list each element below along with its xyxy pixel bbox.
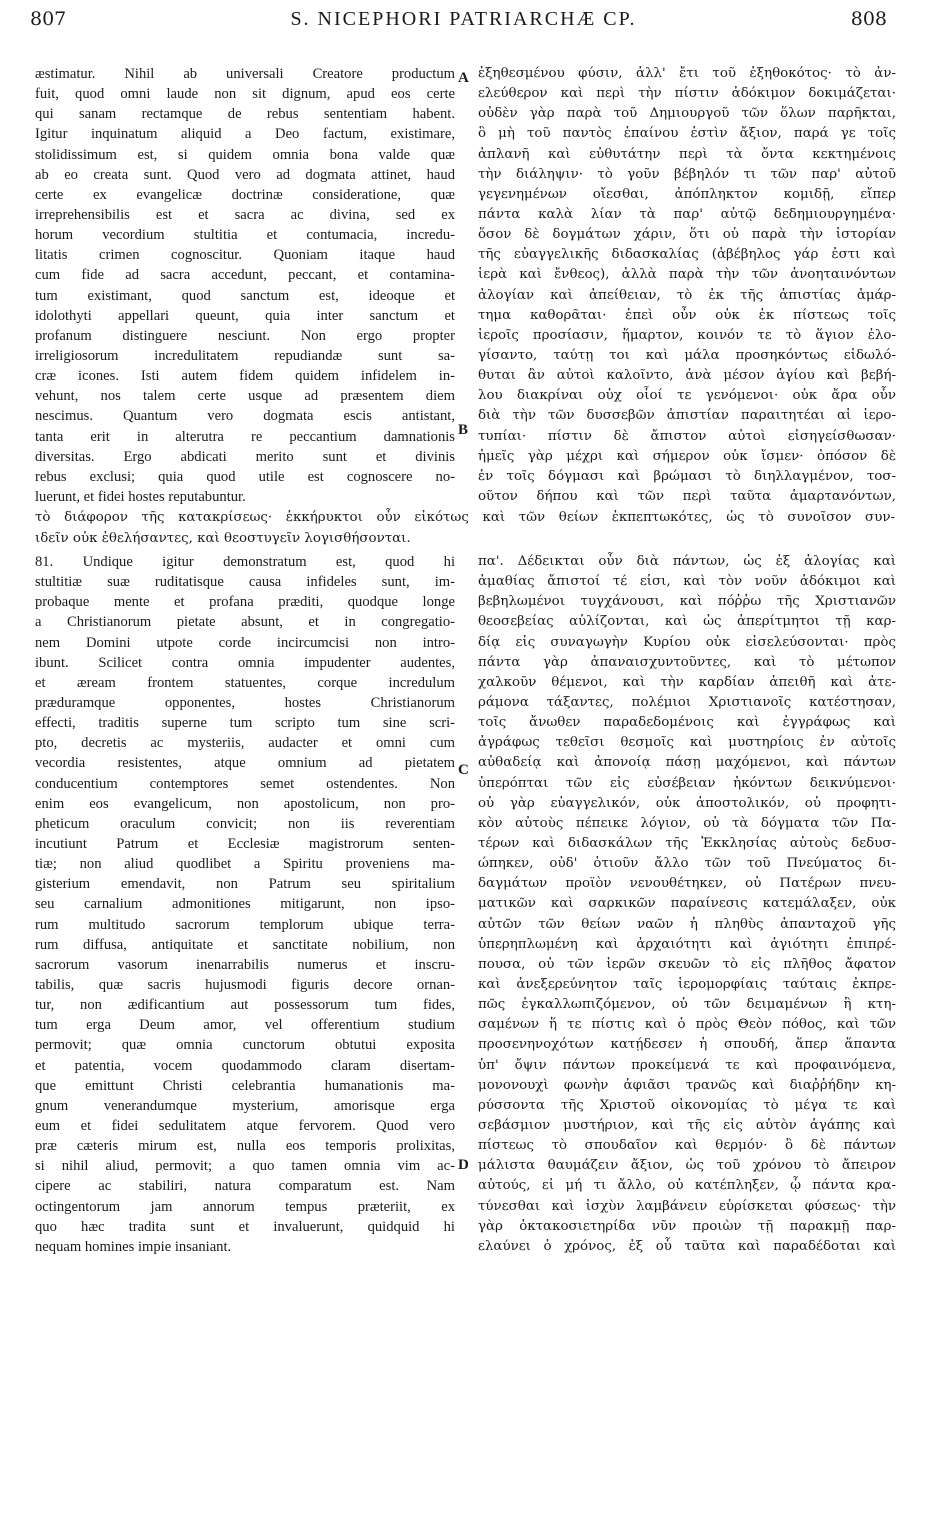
text-line: δίᾳ εἰς συναγωγὴν Κυρίου οὐκ εἰσελεύσονται· πρὸς	[478, 634, 896, 650]
margin-letter-b: B	[458, 422, 469, 438]
text-line: æstimatur. Nihil ab universali Creatore productum	[35, 66, 455, 82]
text-line: litatis crimen cognoscitur. Quoniam itaque haud	[35, 247, 455, 264]
text-line: ὑπερηπλωμένη καὶ ἀρχαιότητι καὶ ἁγιότητι ἐπιπρέ-	[478, 936, 896, 952]
running-title: S. NICEPHORI PATRIARCHÆ CP.	[290, 8, 637, 30]
text-line: σαμένων ἥ τε πίστις καὶ ὁ πρὸς Θεὸν πόθος, καὶ τῶν	[478, 1017, 896, 1033]
text-line: αὐθαδείᾳ καὶ ἀπονοίᾳ πάσῃ μαχόμενοι, καὶ πάντων	[478, 755, 896, 771]
text-line: irreprehensibilis est et sacra ac divina, sed ex	[35, 206, 455, 223]
margin-letter-a: A	[458, 70, 469, 86]
text-line: idolothyti appellari queunt, quia inter sanctum et	[35, 307, 455, 324]
text-line: γίσαντο, ταύτῃ τοι καὶ μάλα προσηκόντως εἰδωλό-	[478, 347, 896, 363]
text-line: permovit; quæ omnia cunctorum obtutui exposita	[35, 1037, 455, 1054]
text-line: qui sanam rectamque de rebus sententiam habent.	[35, 106, 455, 123]
text-line: ματικῶν καὶ σαρκικῶν παραίνεσις κατεμάλαξεν, οὐκ	[478, 896, 896, 912]
text-line: quo hæc tradita sunt et invaluerunt, quidquid hi	[35, 1218, 455, 1235]
text-line: rum multitudo sacrorum templorum ubique terra-	[35, 916, 455, 933]
text-line: διὰ τὴν τῶν δυσσεβῶν ἀπιστίαν παραιτητέαι αἱ ἱερο-	[478, 408, 896, 424]
text-line: conducentium contemptores semet ostendentes. Non	[35, 775, 455, 792]
column-number-left: 807	[30, 8, 67, 30]
text-line: τοῖς ἄνωθεν παραδεδομένοις καὶ ἐγγράφως καὶ	[478, 715, 896, 731]
greek-full-width-lines	[35, 508, 895, 549]
text-line: stolidissimum est, si quidem omnia bona valde quæ	[35, 146, 455, 163]
text-line: nescimus. Quantum vero dogmata escis antistant,	[35, 408, 455, 425]
text-line: ἀλογίαν καὶ ἀπείθειαν, τὸ ἐκ τῆς ἀπιστίας ἁμάρ-	[478, 287, 896, 303]
text-line: et æream frontem statuentes, corque incredulum	[35, 674, 455, 691]
latin-column-bottom	[35, 552, 455, 1257]
text-line: ibunt. Scilicet contra omnia impudenter audentes,	[35, 654, 455, 671]
text-line: profanum distinguere nesciunt. Non ergo propter	[35, 327, 455, 344]
text-line: cum fide ad sacra accedunt, peccant, et contamina-	[35, 267, 455, 284]
text-line: cipere ac stabiliri, natura comparatum est. Nam	[35, 1178, 455, 1195]
text-line: que emittunt Christi celebrantia humanationis ma-	[35, 1077, 455, 1094]
text-line: κὸν αὐτοὺς πέπεικε λόγιον, οὐ τὰ δόγματα τῶν Πα-	[478, 815, 896, 831]
text-line: nem Domini utpote corde incircumcisi non intro-	[35, 634, 455, 651]
text-line: ἐξηθεσμένου φύσιν, ἀλλ' ἔτι τοῦ ἐξηθοκότος· τὸ ἀν-	[478, 66, 896, 81]
text-line: πάντα καλὰ λίαν τὰ παρ' αὐτῷ δεδημιουργημένα·	[478, 206, 896, 222]
text-line: ελαύνει ὁ χρόνος, ἐξ οὗ ταῦτα καὶ παραδέδοται καὶ	[478, 1238, 896, 1254]
text-line: vehunt, nos talem certe usque ad præsentem diem	[35, 388, 455, 405]
text-line: præduramque opponentes, hostes Christianorum	[35, 694, 455, 711]
text-line: ράμονα τάξαντες, πολέμιοι Χριστιανοῖς κατέστησαν,	[478, 694, 896, 710]
text-line: 81. Undique igitur demonstratum est, quod hi	[35, 554, 455, 570]
text-line: ώπηκεν, οὐδ' ὁτιοῦν ἄλλο τῶν τοῦ Πνεύματος δι-	[478, 856, 896, 872]
text-line: ἀμαθίας ἄπιστοί τέ εἰσι, καὶ τὸν νοῦν ἀδόκιμοι καὶ	[478, 574, 896, 590]
text-line: seu carnalium admonitiones mitigarunt, non ipso-	[35, 896, 455, 913]
text-line: βεβηλωμένοι τυγχάνουσι, καὶ πόῤῥω τῆς Χριστιανῶν	[478, 594, 896, 610]
text-line: certe ex evangelicæ doctrinæ consideratione, quæ	[35, 186, 455, 203]
text-line: οὐδὲν γὰρ παρὰ τοῦ Δημιουργοῦ τῶν ὅλων παρῆκται,	[478, 106, 896, 122]
text-line: cræ icones. Isti autem fidem quidem infidelem in-	[35, 368, 455, 385]
text-line: πα'. Δέδεικται οὖν διὰ πάντων, ὡς ἐξ ἀλογίας καὶ	[478, 554, 896, 569]
text-line: ελεύθερον καὶ περὶ τὴν πίστιν ἀδόκιμον δοκιμάζεται·	[478, 86, 896, 102]
text-line: ὑπερόπται τῶν εἰς εὐσέβειαν ἡκόντων δεικνύμενοι·	[478, 775, 896, 791]
text-line: horum vecordium stultitia et contumacia, incredu-	[35, 227, 455, 244]
margin-letter-d: D	[458, 1157, 469, 1173]
text-line: προσενηνοχότων κατῄδεσεν ἡ σπουδή, ἅπερ ἅπαντα	[478, 1037, 896, 1053]
text-line: pheticum oraculum convicit; non iis reverentiam	[35, 815, 455, 832]
text-line: τὴν διάληψιν· τὸ γοῦν βέβηλόν τι τῶν παρ' αὐτοῦ	[478, 166, 896, 182]
text-line: rum diffusa, antiquitate et sanctitate nobilium, non	[35, 936, 455, 953]
text-line: ἱερὰ καὶ ἔνθεος), ἀλλὰ παρὰ τὴν τῶν ἀνοηταινόντων	[478, 267, 896, 283]
text-line: ἱεροῖς προσίασιν, ἥμαρτον, κοινόν τε τὸ ἅγιον ἐλο-	[478, 327, 896, 343]
text-line: ρύσσοντα τῆς Χριστοῦ οἰκονομίας τὸ μέγα τε καὶ	[478, 1097, 896, 1113]
text-line: ἀπλανῆ καὶ εὐθυτάτην περὶ τὰ ὄντα κεκτημένοις	[478, 146, 896, 162]
text-line: luerunt, et fidei hostes reputabuntur.	[35, 488, 246, 505]
text-line: probaque mente et profana præditi, quodque longe	[35, 594, 455, 611]
text-line: γεγενημένων οἴεσθαι, ἀπόπληκτον κομιδῇ, εἴπερ	[478, 186, 896, 202]
text-line: ἀγράφως τεθεῖσι θεσμοῖς καὶ μυστηρίοις ἐν αὐτοῖς	[478, 735, 896, 751]
text-line: enim eos evangelicum, non apostolicum, non pro-	[35, 795, 455, 812]
text-line: ιδεῖν οὐκ ἐθελήσαντες, καὶ θεοστυγεῖν λογισθήσονται.	[35, 530, 411, 546]
margin-letter-c: C	[458, 762, 469, 778]
text-line: si nihil aliud, permovit; a quo tamen omnia vim ac-	[35, 1158, 455, 1175]
text-line: οὐ γὰρ εὐαγγελικόν, οὐκ ἀποστολικόν, οὐ προφητι-	[478, 795, 896, 811]
column-number-right: 808	[850, 8, 887, 30]
text-line: pto, decretis ac mysteriis, audacter et omni cum	[35, 735, 455, 752]
text-line: nequam homines impie insaniant.	[35, 1238, 232, 1255]
text-line: δαγμάτων προϊὸν νενουθέτηκεν, οὐ Πατέρων πνευ-	[478, 876, 896, 892]
text-line: stultitiæ suæ ruditatisque causa infideles sunt, im-	[35, 574, 455, 591]
text-line: effecti, traditis superne tum scripto tum sine scri-	[35, 715, 455, 732]
text-line: gisterium emendavit, non Patrum seu spiritalium	[35, 876, 455, 893]
text-line: τημα καθορᾶται· ἐπεὶ οὖν οὐκ ἐκ πίστεως τοῖς	[478, 307, 896, 323]
text-line: καὶ ἀνεξερεύνητον ταῖς ἱερομορφίαις ταύταις ἐκπρε-	[478, 976, 896, 992]
text-line: Igitur inquinatum aliquid a Deo factum, existimare,	[35, 126, 455, 143]
text-line: tabilis, quæ sacris hujusmodi figuris decore ornan-	[35, 976, 455, 993]
text-line: πάντα γὰρ ἀπαναισχυντοῦντες, καὶ τὸ μέτωπον	[478, 654, 896, 670]
text-line: ὃ μὴ τοῦ παντὸς ἐπαίνου ἐστὶν ἄξιον, παρά γε τοῖς	[478, 126, 896, 142]
text-line: irreligiosorum incredulitatem repudiandæ sunt sa-	[35, 347, 455, 364]
text-line: ἐν τοῖς δόγμασι καὶ βρώμασι τὸ διηλλαγμένον, τοσ-	[478, 468, 896, 484]
text-line: tum existimant, quod sanctum est, ideoque et	[35, 287, 455, 304]
text-line: eum et fidei sedulitatem atque fervorem. Quod vero	[35, 1117, 455, 1134]
text-line: vecordia resistentes, atque omnium ad pietatem	[35, 755, 455, 772]
text-line: αὐτούς, εἰ μή τι ἄλλο, οὐ κατέπληξεν, ᾧ πάντα κρα-	[478, 1178, 896, 1194]
running-header	[0, 8, 927, 34]
text-line: σεβάσμιον μυστήριον, καὶ τῆς εἰς αὐτὸν ἀγάπης καὶ	[478, 1117, 896, 1133]
text-line: τὸ διάφορον τῆς κατακρίσεως· ἐκκήρυκτοι οὖν εἰκότως καὶ τῶν θείων ἐκπεπτωκότες, ὡς τὸ συνοῖσον συν-	[35, 510, 895, 525]
text-line: γὰρ ὀκτακοσιετηρίδα νῦν προιὼν τῇ παρακμῇ παρ-	[478, 1218, 896, 1234]
text-line: octingentorum jam annorum tempus præteriit, ex	[35, 1198, 455, 1215]
text-line: rebus exclusi; quia quod utile est cognoscere no-	[35, 468, 455, 485]
text-line: ab eo creata sunt. Quod vero ad dogmata attinet, haud	[35, 166, 455, 183]
text-line: πουσα, οὐ τῶν ἱερῶν σκευῶν τὸ εἰς πλῆθος ἄφατον	[478, 956, 896, 972]
greek-column-bottom	[478, 552, 896, 1257]
text-line: τυπίαι· πίστιν δὲ ἄπιστον αὐτοὶ εἰσηγείσθωσαν·	[478, 428, 896, 444]
text-line: τῆς εὐαγγελικῆς διδασκαλίας (ἀβέβηλος γάρ ἐστι καὶ	[478, 247, 896, 263]
text-line: χαλκοῦν θέμενοι, καὶ τὴν καρδίαν ἀπειθῆ καὶ ἀτε-	[478, 674, 896, 690]
text-line: tum erga Deum amor, vel offerentium studium	[35, 1017, 455, 1034]
text-line: tiæ; non aliud quodlibet a Spiritu proveniens ma-	[35, 856, 455, 873]
text-line: θεοσεβείας αὐλίζονται, καὶ ὡς ἀπερίτμητοι τῇ καρ-	[478, 614, 896, 630]
text-line: et patentia, vocem quodammodo claram disertam-	[35, 1057, 455, 1074]
latin-column-top	[35, 64, 455, 507]
text-line: αὐτῶν τῶν θείων ναῶν ἡ πληθὺς ἁπανταχοῦ γῆς	[478, 916, 896, 932]
text-line: τέρων καὶ διδασκάλων τῆς Ἐκκλησίας αὐτοὺς δεδυσ-	[478, 835, 896, 851]
text-line: μονονουχὶ φωνὴν ἀφιᾶσι τρανῶς καὶ διαῤῥήδην κη-	[478, 1077, 896, 1093]
text-line: πίστεως τὸ σπουδαῖον καὶ θερμόν· ὃ δὲ πάντων	[478, 1138, 896, 1154]
greek-column-top	[478, 64, 896, 507]
text-line: λου διακρίναι οὐχ οἷοί τε γενόμενοι· οὐκ ἄρα οὖν	[478, 388, 896, 404]
text-line: μάλιστα θαυμάζειν ἄξιον, ὡς τοῦ χρόνου τὸ ἄπειρον	[478, 1158, 896, 1174]
text-line: incutiunt Patrum et Ecclesiæ magistrorum senten-	[35, 835, 455, 852]
text-line: πῶς ἐγκαλλωπιζόμενον, οὐ τῶν δειμαμένων ἢ κτη-	[478, 997, 896, 1013]
text-line: tanta erit in alterutra re peccantium damnationis	[35, 428, 455, 445]
text-line: diversitas. Ergo abdicati merito sunt et divinis	[35, 448, 455, 465]
text-line: ἡμεῖς γὰρ μέχρι καὶ σήμερον οὐκ ἴσμεν· ὁπόσον δὲ	[478, 448, 896, 464]
text-line: ὅσον δὲ δογμάτων χάριν, ὅτι οὐ παρὰ τὴν ἱστορίαν	[478, 227, 896, 243]
text-line: τύνεσθαι καὶ ἰσχὺν λαμβάνειν εὑρίσκεται φύσεως· τὴν	[478, 1198, 896, 1214]
text-line: οῦτον δήπου καὶ τῶν περὶ ταῦτα ἁμαρτανόντων,	[478, 488, 896, 504]
text-line: θυται ἂν αὐτοὶ καλοῖντο, ἀνὰ μέσον ἁγίου καὶ βεβή-	[478, 368, 896, 384]
text-line: fuit, quod omni laude non sit dignum, apud eos certe	[35, 86, 455, 103]
text-line: sacrorum vasorum inenarrabilis numerus et inscru-	[35, 956, 455, 973]
text-line: ὑπ' ὄψιν πάντων προκείμενά τε καὶ προφαινόμενα,	[478, 1057, 896, 1073]
text-line: tur, non ædificantium aut possessorum tum fides,	[35, 997, 455, 1014]
text-line: a Christianorum pietate absunt, et in congregatio-	[35, 614, 455, 631]
text-line: præ cæteris mirum est, nulla eos temporis prolixitas,	[35, 1138, 455, 1155]
text-line: gnum venerandumque mysterium, amorisque erga	[35, 1097, 455, 1114]
